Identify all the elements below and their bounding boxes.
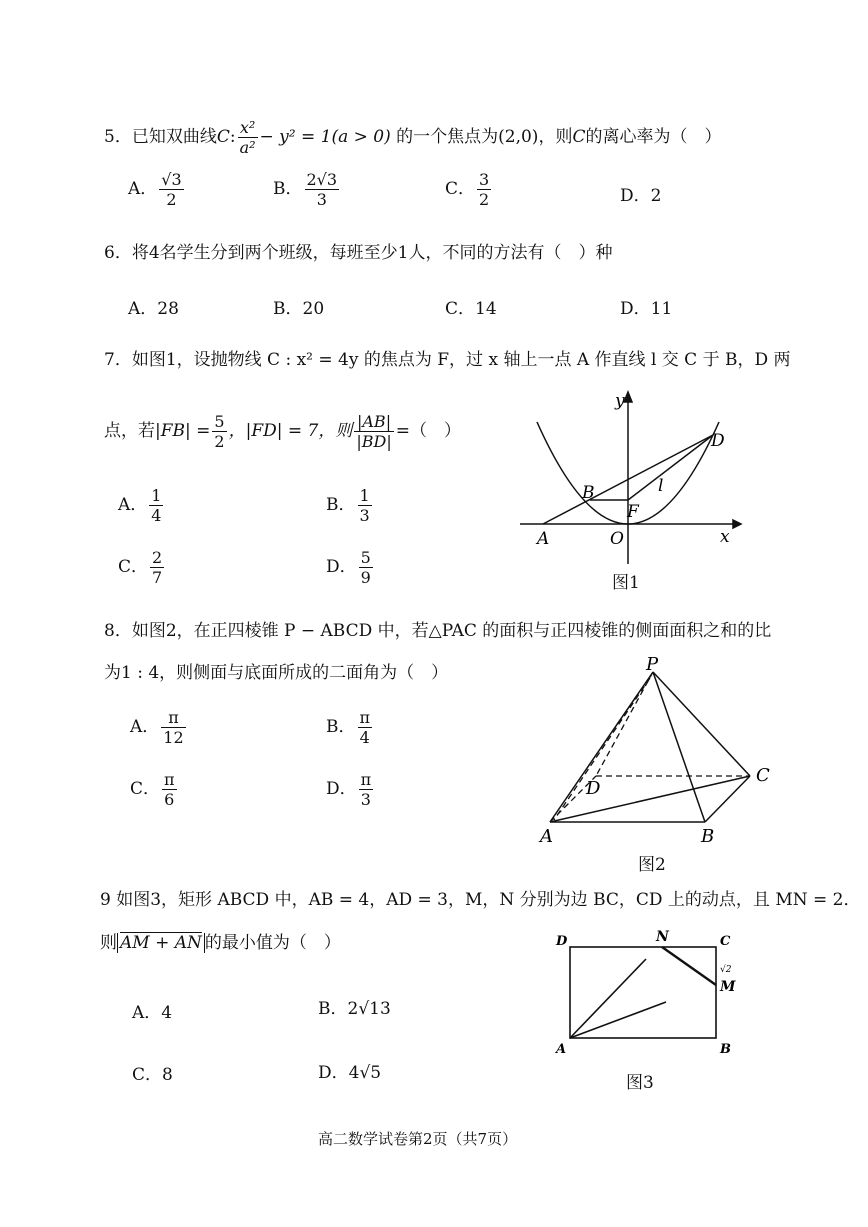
fig3-label-d: D <box>556 934 568 949</box>
fraction-num: π <box>360 770 372 789</box>
q9-option-b <box>318 994 391 1019</box>
fraction-den: 2 <box>214 432 225 451</box>
option-value: 2√13 <box>347 999 391 1019</box>
q6-option-d <box>620 294 672 319</box>
fig1-label-x: x <box>720 527 730 547</box>
fraction-den: 4 <box>359 728 370 747</box>
fig1-label-y: y <box>615 391 625 411</box>
fig2-diag-ac <box>550 776 750 822</box>
q6-option-a <box>128 294 179 319</box>
fig2-edge-pb <box>653 672 705 822</box>
option-value: 14 <box>475 299 497 319</box>
q5-colon: : <box>229 127 236 147</box>
option-value: 11 <box>650 299 673 319</box>
q7-option-a <box>118 486 165 525</box>
q6-option-b <box>273 294 324 319</box>
q5-point: (2,0) <box>498 127 539 147</box>
option-label: C． <box>118 557 149 577</box>
fraction-num: 5 <box>214 412 225 431</box>
fraction-den: 6 <box>164 790 175 809</box>
figure-2-pyramid <box>530 654 780 849</box>
fraction-num: 5 <box>360 548 371 567</box>
option-label: D． <box>326 779 357 799</box>
q5-text-2: 的一个焦点为 <box>396 127 499 147</box>
fig1-label-o: O <box>610 529 624 549</box>
fig3-label-c: C <box>720 934 731 949</box>
figure-3-caption: 图3 <box>626 1073 654 1093</box>
q5-eq-num: x² <box>238 118 258 138</box>
option-fraction <box>162 770 177 809</box>
option-label: D． <box>318 1063 349 1083</box>
option-fraction <box>477 170 491 209</box>
q9-option-c <box>132 1060 173 1085</box>
q7-line-2 <box>104 412 461 451</box>
q7-fd: ，|FD| = 7，则 <box>228 421 353 441</box>
q8-option-d <box>326 770 375 809</box>
q5-text-1: 已知双曲线 <box>131 127 217 147</box>
fig1-segment-fd <box>628 435 713 500</box>
q9-line-2 <box>100 932 341 954</box>
q5-eq-fraction <box>238 118 258 157</box>
fraction-den: 2 <box>166 190 177 209</box>
option-label: A． <box>132 1003 162 1023</box>
option-value: 2 <box>650 186 662 206</box>
q7-text: 点，若 <box>104 421 155 441</box>
fig1-x-arrow <box>733 520 741 528</box>
q5-option-a <box>128 170 186 209</box>
option-value: 8 <box>162 1065 173 1085</box>
fig1-y-arrow <box>624 392 632 402</box>
option-label: A． <box>128 179 158 199</box>
q5-curve-c: C <box>216 127 230 147</box>
figure-1-caption: 图1 <box>612 573 640 593</box>
q9-option-a <box>132 998 172 1023</box>
fig3-label-n: N <box>656 929 669 945</box>
option-label: A． <box>118 495 148 515</box>
q8-option-c <box>130 770 179 809</box>
fig2-label-a: A <box>540 826 553 847</box>
fraction-den: 12 <box>163 728 184 747</box>
fraction-den: 2 <box>479 190 490 209</box>
option-label: A． <box>130 717 160 737</box>
q8-line-1: 8．如图2，在正四棱锥 P − ABCD 中，若△PAC 的面积与正四棱锥的侧面面积之和的比 <box>104 621 772 641</box>
fig3-label-a: A <box>556 1042 567 1057</box>
fig3-label-mark: √2 <box>720 965 732 975</box>
fig2-edge-bc <box>705 776 750 822</box>
fig1-label-d: D <box>711 431 725 451</box>
q7-option-d <box>326 548 375 587</box>
q9-text: 则 <box>100 933 117 953</box>
fig3-label-b: B <box>720 1042 731 1057</box>
fraction-num: 1 <box>359 486 370 505</box>
fig2-label-b: B <box>701 826 715 847</box>
fig2-edge-pd <box>596 672 653 776</box>
fig2-edge-pc <box>653 672 750 776</box>
option-label: C． <box>130 779 161 799</box>
option-label: C． <box>132 1065 163 1085</box>
option-label: B． <box>273 179 303 199</box>
option-fraction <box>159 170 183 209</box>
q8-line-2: 为1 : 4，则侧面与底面所成的二面角为（ ） <box>104 663 449 683</box>
q9-line-1: 9 如图3，矩形 ABCD 中，AB = 4，AD = 3，M，N 分别为边 BC，CD 上的动点，且 MN = 2． <box>100 890 861 910</box>
q7-fb-fraction <box>212 412 226 451</box>
fig1-label-a: A <box>537 529 550 549</box>
page-footer: 高二数学试卷第2页（共7页） <box>318 1130 518 1148</box>
fraction-num: π <box>161 708 185 728</box>
fraction-den: |BD| <box>356 432 392 451</box>
fig1-label-l: l <box>658 476 664 496</box>
q7-fb-lhs: |FB| = <box>155 421 211 441</box>
option-fraction <box>358 708 373 747</box>
option-label: D． <box>620 186 651 206</box>
q8-option-b <box>326 708 374 747</box>
q7-option-b <box>326 486 374 525</box>
fig2-label-p: P <box>646 654 659 675</box>
option-label: B． <box>318 999 348 1019</box>
fig3-label-m: M <box>720 979 736 995</box>
fraction-den: 3 <box>359 506 370 525</box>
option-label: B． <box>326 495 356 515</box>
option-value: 4 <box>161 1003 173 1023</box>
fraction-num: 3 <box>479 170 490 189</box>
option-label: D． <box>326 557 357 577</box>
q5-option-c <box>445 170 493 209</box>
fraction-den: 4 <box>151 506 162 525</box>
q5-number: 5． <box>104 127 132 147</box>
fraction-den: 7 <box>152 568 163 587</box>
option-label: A． <box>128 299 158 319</box>
option-fraction <box>150 548 164 587</box>
fig3-segment-mn <box>662 947 716 985</box>
q9-vector-expr: AM + AN <box>117 933 205 953</box>
option-value: 28 <box>157 299 179 319</box>
fig1-label-f: F <box>627 502 639 522</box>
fraction-num: π <box>164 770 175 789</box>
q8-option-a <box>130 708 188 747</box>
option-label: B． <box>273 299 303 319</box>
option-fraction <box>149 486 163 525</box>
fraction-num: 2√3 <box>306 170 338 189</box>
figure-3-rectangle <box>550 925 750 1065</box>
q5-stem <box>104 118 721 157</box>
option-value: 20 <box>302 299 325 319</box>
option-fraction <box>358 486 372 525</box>
fraction-num: 1 <box>151 486 162 505</box>
fig2-edge-pa <box>550 672 653 822</box>
fig2-label-d: D <box>586 778 601 799</box>
q5-eq-den: a² <box>239 138 256 157</box>
q5-text-4: 的离心率为（ ） <box>585 127 722 147</box>
q7-ratio-fraction <box>354 412 393 451</box>
q5-option-d <box>620 181 661 206</box>
option-fraction <box>305 170 340 209</box>
option-label: C． <box>445 299 476 319</box>
fraction-num: √3 <box>161 170 182 189</box>
q9-option-d <box>318 1058 381 1083</box>
q7-end: =（ ） <box>395 421 461 441</box>
figure-1-parabola <box>515 388 745 568</box>
q5-text-3: ，则 <box>538 127 573 147</box>
fraction-num: |AB| <box>354 412 393 432</box>
option-fraction <box>359 548 373 587</box>
option-label: C． <box>445 179 476 199</box>
figure-2-caption: 图2 <box>638 855 666 875</box>
q9-text-2: 的最小值为（ ） <box>204 933 341 953</box>
q6-option-c <box>445 294 497 319</box>
q7-option-c <box>118 548 166 587</box>
option-fraction <box>161 708 185 747</box>
fig2-label-c: C <box>756 765 770 786</box>
fig2-diag-pa-inner <box>554 678 650 820</box>
fraction-den: 3 <box>360 790 371 809</box>
q7-line-1: 7．如图1，设抛物线 C : x² = 4y 的焦点为 F，过 x 轴上一点 A 作直线 l 交 C 于 B，D 两 <box>104 350 791 370</box>
fig3-rect <box>570 947 716 1038</box>
option-fraction <box>359 770 374 809</box>
fraction-num: 2 <box>152 548 163 567</box>
q6-stem: 6．将4名学生分到两个班级，每班至少1人，不同的方法有（ ）种 <box>104 243 613 263</box>
q5-eq-rest: − y² = 1(a > 0) <box>259 127 391 147</box>
q5-option-b <box>273 170 341 209</box>
fig3-vector-am <box>570 1002 666 1038</box>
fraction-num: π <box>359 708 371 727</box>
option-label: B． <box>326 717 356 737</box>
option-label: D． <box>620 299 651 319</box>
fraction-den: 3 <box>316 190 327 209</box>
fraction-den: 9 <box>360 568 371 587</box>
option-value: 4√5 <box>348 1063 382 1083</box>
q5-curve-c-2: C <box>572 127 586 147</box>
fig1-label-b: B <box>582 483 595 503</box>
fig3-vector-an <box>570 959 646 1038</box>
